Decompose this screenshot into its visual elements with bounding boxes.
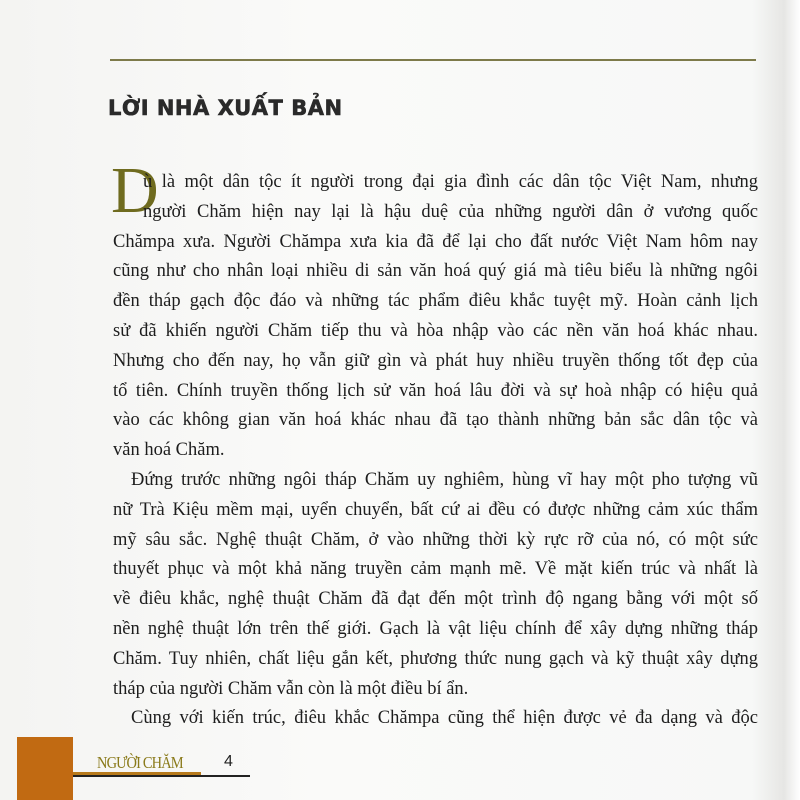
text-line: người Chăm hiện nay lại là hậu duệ của những người dân ở vương quốc [143,201,758,222]
text-line: vào các không gian văn hoá khác nhau đã tạo thành những bản sắc dân tộc và [113,410,758,431]
text-line: văn hoá Chăm. [113,440,225,461]
page-number: 4 [224,753,233,770]
text-line: cũng như cho nhân loại nhiều di sản văn hoá quý giá mà tiêu biểu là những ngôi [113,261,758,282]
text-line: đền tháp gạch độc đáo và những tác phẩm điêu khắc tuyệt mỹ. Hoàn cảnh lịch [113,291,758,312]
drop-cap: D [111,154,159,227]
text-line: ù là một dân tộc ít người trong đại gia đình các dân tộc Việt Nam, nhưng [143,172,758,192]
text-line: tháp của người Chăm vẫn còn là một điều bí ẩn. [113,678,469,699]
footer-color-block [17,737,73,800]
text-line: thuyết phục và một khả năng truyền cảm mạnh mẽ. Về mặt kiến trúc và nhất là [113,559,758,580]
text-line: sử đã khiến người Chăm tiếp thu và hòa nhập vào các nền văn hoá khác nhau. [113,320,758,341]
body-text [113,168,758,734]
text-line: Chămpa xưa. Người Chămpa xưa kia đã để lại cho đất nước Việt Nam hôm nay [113,231,758,252]
page-title: LỜI NHÀ XUẤT BẢN [108,96,343,120]
footer-rule [73,775,250,777]
text-line: mỹ sâu sắc. Nghệ thuật Chăm, ở vào những thời kỳ rực rỡ của nó, có một sức [113,529,758,550]
text-line: Đứng trước những ngôi tháp Chăm uy nghiêm, hùng vĩ hay một pho tượng vũ [131,469,758,490]
text-line: Chăm. Tuy nhiên, chất liệu gắn kết, phương thức nung gạch và kỹ thuật xây dựng [113,648,758,669]
text-line: nền nghệ thuật lớn trên thế giới. Gạch là vật liệu chính để xây dựng những tháp [113,618,758,639]
text-line: tổ tiên. Chính truyền thống lịch sử văn hoá lâu đời và sự hoà nhập có hiệu quả [113,380,758,401]
text-line: nữ Trà Kiệu mềm mại, uyển chuyển, bất cứ ai đều có được những cảm xúc thẩm [113,499,758,520]
header-rule [110,59,756,61]
text-line: Cùng với kiến trúc, điêu khắc Chămpa cũng thể hiện được vẻ đa dạng và độc [131,708,758,729]
text-line: Nhưng cho đến nay, họ vẫn giữ gìn và phát huy nhiều truyền thống tốt đẹp của [113,350,758,371]
text-line: về điêu khắc, nghệ thuật Chăm đã đạt đến một trình độ ngang bằng với một số [113,589,758,610]
footer-book-title: NGƯỜI CHĂM [97,753,183,772]
